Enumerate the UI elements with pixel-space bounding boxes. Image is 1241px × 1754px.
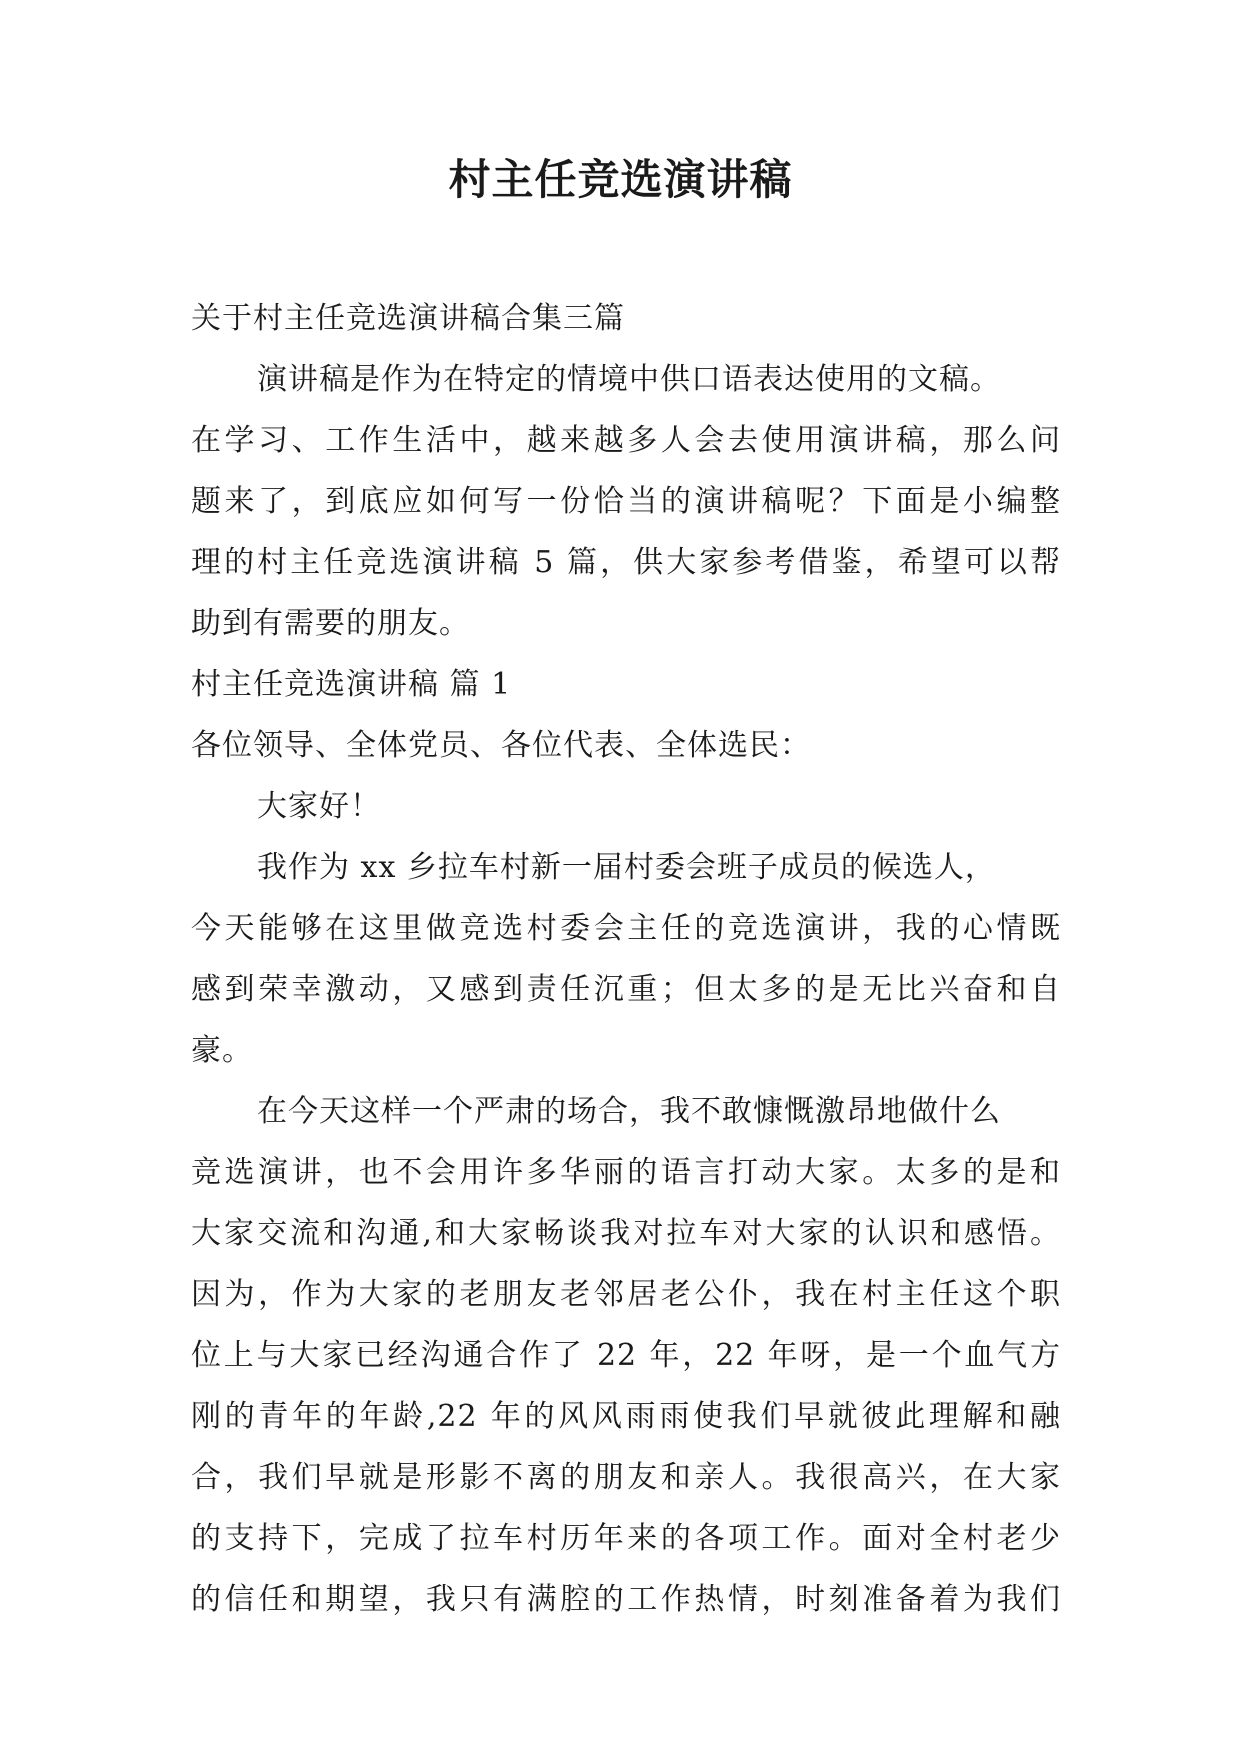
paragraph-line: 理的村主任竞选演讲稿 5 篇，供大家参考借鉴，希望可以帮 (191, 545, 1061, 580)
paragraph-line: 竞选演讲，也不会用许多华丽的语言打动大家。太多的是和 (191, 1155, 1061, 1190)
paragraph-line: 题来了，到底应如何写一份恰当的演讲稿呢？下面是小编整 (191, 484, 1061, 519)
paragraph-line: 感到荣幸激动，又感到责任沉重；但太多的是无比兴奋和自 (191, 972, 1061, 1007)
subtitle-line: 关于村主任竞选演讲稿合集三篇 (191, 301, 625, 336)
paragraph-line: 合，我们早就是形影不离的朋友和亲人。我很高兴，在大家 (191, 1460, 1061, 1495)
paragraph-line: 在今天这样一个严肃的场合，我不敢慷慨激昂地做什么 (257, 1094, 1001, 1129)
paragraph-line: 今天能够在这里做竞选村委会主任的竞选演讲，我的心情既 (191, 911, 1061, 946)
paragraph-line: 我作为 xx 乡拉车村新一届村委会班子成员的候选人， (257, 850, 996, 885)
paragraph-line: 的信任和期望，我只有满腔的工作热情，时刻准备着为我们 (191, 1582, 1061, 1617)
greeting-line: 大家好！ (257, 789, 381, 824)
section-heading: 村主任竞选演讲稿 篇 1 (191, 667, 512, 702)
salutation-line: 各位领导、全体党员、各位代表、全体选民： (191, 728, 811, 763)
paragraph-line: 的支持下，完成了拉车村历年来的各项工作。面对全村老少 (191, 1521, 1061, 1556)
document-title: 村主任竞选演讲稿 (448, 155, 793, 204)
paragraph-line: 因为，作为大家的老朋友老邻居老公仆，我在村主任这个职 (191, 1277, 1061, 1312)
paragraph-line: 大家交流和沟通,和大家畅谈我对拉车对大家的认识和感悟。 (191, 1216, 1061, 1251)
paragraph-line: 助到有需要的朋友。 (191, 606, 470, 641)
paragraph-line: 在学习、工作生活中，越来越多人会去使用演讲稿，那么问 (191, 423, 1061, 458)
paragraph-line: 位上与大家已经沟通合作了 22 年，22 年呀，是一个血气方 (191, 1338, 1061, 1373)
paragraph-line: 演讲稿是作为在特定的情境中供口语表达使用的文稿。 (257, 362, 1001, 397)
document-body (191, 288, 1061, 1630)
paragraph-line: 刚的青年的年龄,22 年的风风雨雨使我们早就彼此理解和融 (191, 1399, 1061, 1434)
paragraph-line: 豪。 (191, 1033, 253, 1068)
